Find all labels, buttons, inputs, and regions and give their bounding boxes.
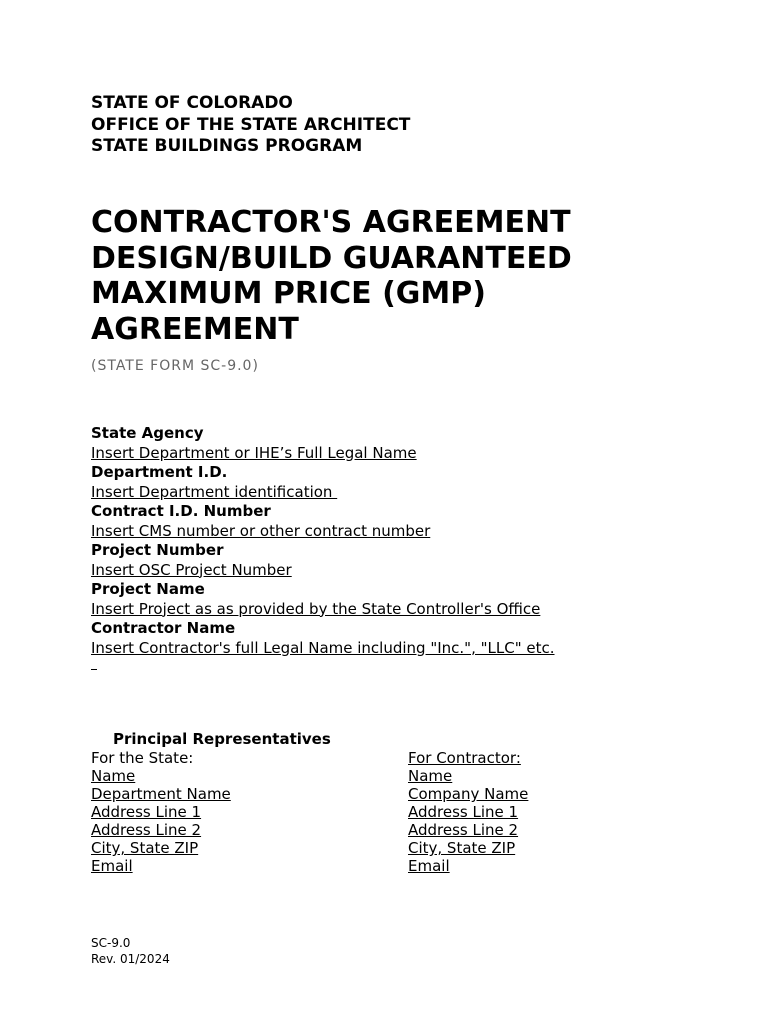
principal-representatives-heading: Principal Representatives [113,730,331,748]
contractor-rep-name[interactable]: Name [408,767,453,785]
contractor-rep-email[interactable]: Email [408,857,450,875]
title-line: MAXIMUM PRICE (GMP) [91,276,486,311]
state-rep-address1[interactable]: Address Line 1 [91,803,202,821]
field-value-department-id[interactable]: Insert Department identification [91,482,338,501]
field-label-contractor-name: Contractor Name [91,619,236,637]
blank-underline [91,669,97,670]
agency-header [91,93,410,158]
title-line: AGREEMENT [91,311,299,347]
contractor-rep-address1[interactable]: Address Line 1 [408,803,519,821]
field-value-state-agency[interactable]: Insert Department or IHE’s Full Legal Name [91,443,417,462]
state-rep-department[interactable]: Department Name [91,785,231,803]
state-rep-address2[interactable]: Address Line 2 [91,821,202,839]
contractor-representative-block [408,749,528,875]
field-label-project-number: Project Number [91,541,224,559]
state-representative-block [91,749,231,875]
page-footer [91,935,170,967]
field-label-department-id: Department I.D. [91,463,228,481]
contract-fields [91,424,555,658]
field-value-contractor-name[interactable]: Insert Contractor's full Legal Name including "Inc.", "LLC" etc. [91,638,555,657]
state-rep-email[interactable]: Email [91,857,133,875]
title-line: DESIGN/BUILD GUARANTEED [91,240,572,276]
field-value-project-number[interactable]: Insert OSC Project Number [91,560,292,579]
footer-revision: Rev. 01/2024 [91,952,170,966]
field-label-state-agency: State Agency [91,424,204,442]
header-state: STATE OF COLORADO [91,93,293,113]
contractor-rep-city[interactable]: City, State ZIP [408,839,516,857]
state-rep-heading: For the State: [91,749,194,767]
contractor-rep-company[interactable]: Company Name [408,785,529,803]
footer-form-number: SC-9.0 [91,936,131,950]
document-title [91,205,572,347]
title-line: CONTRACTOR'S AGREEMENT [91,205,571,240]
state-rep-name[interactable]: Name [91,767,136,785]
contractor-rep-heading: For Contractor: [408,749,521,767]
field-label-project-name: Project Name [91,580,205,598]
header-program: STATE BUILDINGS PROGRAM [91,136,363,156]
field-value-project-name[interactable]: Insert Project as as provided by the State Controller's Office [91,599,541,618]
form-number: (STATE FORM SC-9.0) [91,358,259,374]
contractor-rep-address2[interactable]: Address Line 2 [408,821,519,839]
state-rep-city[interactable]: City, State ZIP [91,839,199,857]
field-value-contract-id[interactable]: Insert CMS number or other contract number [91,521,431,540]
header-office: OFFICE OF THE STATE ARCHITECT [91,114,411,135]
field-label-contract-id: Contract I.D. Number [91,502,271,520]
